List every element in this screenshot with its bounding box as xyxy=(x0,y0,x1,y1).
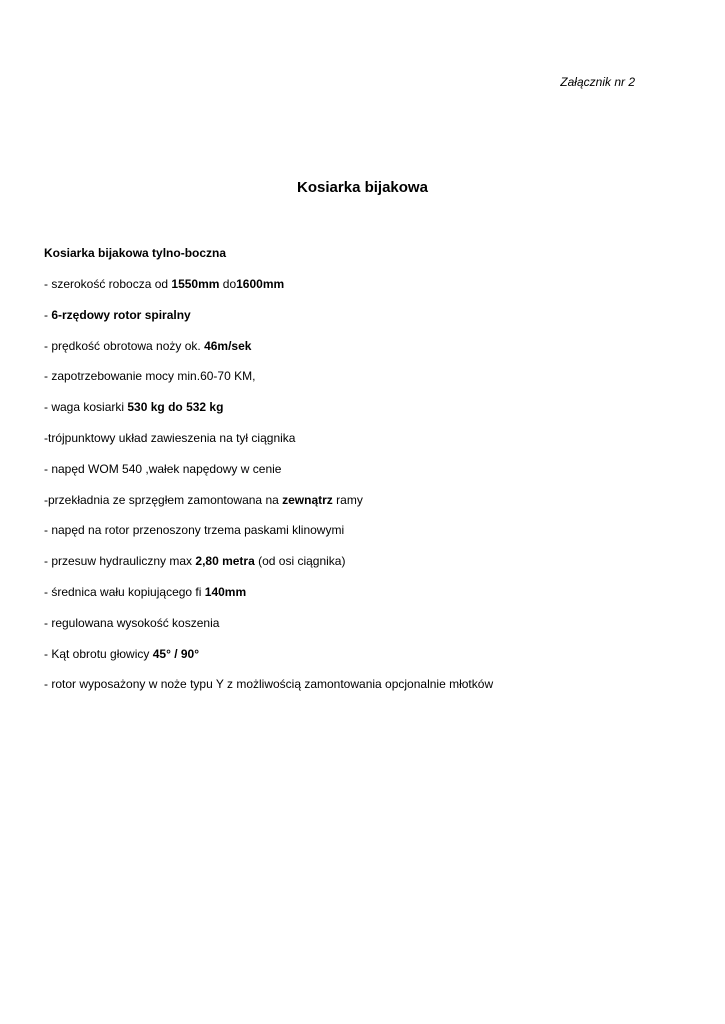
spec-text: - regulowana wysokość koszenia xyxy=(44,615,220,630)
spec-text: -trójpunktowy układ zawieszenia na tył ciągnika xyxy=(44,430,296,445)
spec-text: - zapotrzebowanie mocy min.60-70 KM, xyxy=(44,369,256,384)
spec-value-bold: 6-rzędowy rotor spiralny xyxy=(51,307,191,322)
spec-text: (od osi ciągnika) xyxy=(254,554,346,569)
spec-value-bold: 530 kg do 532 kg xyxy=(127,400,224,415)
spec-line xyxy=(44,462,684,493)
spec-text: do xyxy=(219,277,237,291)
spec-value-bold: 1600mm xyxy=(236,277,285,291)
spec-text: - napęd WOM 540 ,wałek napędowy w cenie xyxy=(44,461,282,476)
spec-text: - przesuw hydrauliczny max xyxy=(44,554,196,569)
spec-text: - prędkość obrotowa noży ok. xyxy=(44,338,205,353)
spec-text: - waga kosiarki xyxy=(44,400,128,415)
spec-line xyxy=(44,431,684,462)
spec-line xyxy=(44,339,684,370)
spec-text: - rotor wyposażony w noże typu Y z możliwością zamontowania opcjonalnie młotków xyxy=(44,677,494,692)
spec-value-bold: zewnątrz xyxy=(282,492,333,507)
spec-line xyxy=(44,369,684,400)
spec-text: - Kąt obrotu głowicy xyxy=(44,646,153,661)
spec-text: - średnica wału kopiującego fi xyxy=(44,584,205,599)
document-title: Kosiarka bijakowa xyxy=(297,179,428,196)
spec-value-bold: 46m/sek xyxy=(204,338,252,353)
spec-line xyxy=(44,493,684,524)
spec-value-bold: 140mm xyxy=(204,584,247,599)
spec-line xyxy=(44,647,684,678)
spec-text: - napęd na rotor przenoszony trzema paskami klinowymi xyxy=(44,523,345,538)
product-subtitle: Kosiarka bijakowa tylno-boczna xyxy=(44,246,227,260)
spec-line xyxy=(44,554,684,585)
spec-line xyxy=(44,616,684,647)
spec-value-bold: 45° / 90° xyxy=(152,646,200,661)
spec-value-bold: 1550mm xyxy=(171,277,220,291)
spec-value-bold: 2,80 metra xyxy=(195,554,255,569)
spec-line xyxy=(44,677,684,708)
spec-text: -przekładnia ze sprzęgłem zamontowana na xyxy=(44,492,283,507)
spec-line xyxy=(44,523,684,554)
spec-line xyxy=(44,400,684,431)
spec-text: ramy xyxy=(332,492,363,507)
spec-line xyxy=(44,308,684,339)
annex-label: Załącznik nr 2 xyxy=(560,75,635,89)
spec-text: - xyxy=(44,307,52,322)
spec-line xyxy=(44,277,684,308)
spec-list xyxy=(44,277,684,708)
spec-line xyxy=(44,585,684,616)
spec-text: - szerokość robocza od xyxy=(44,277,172,291)
